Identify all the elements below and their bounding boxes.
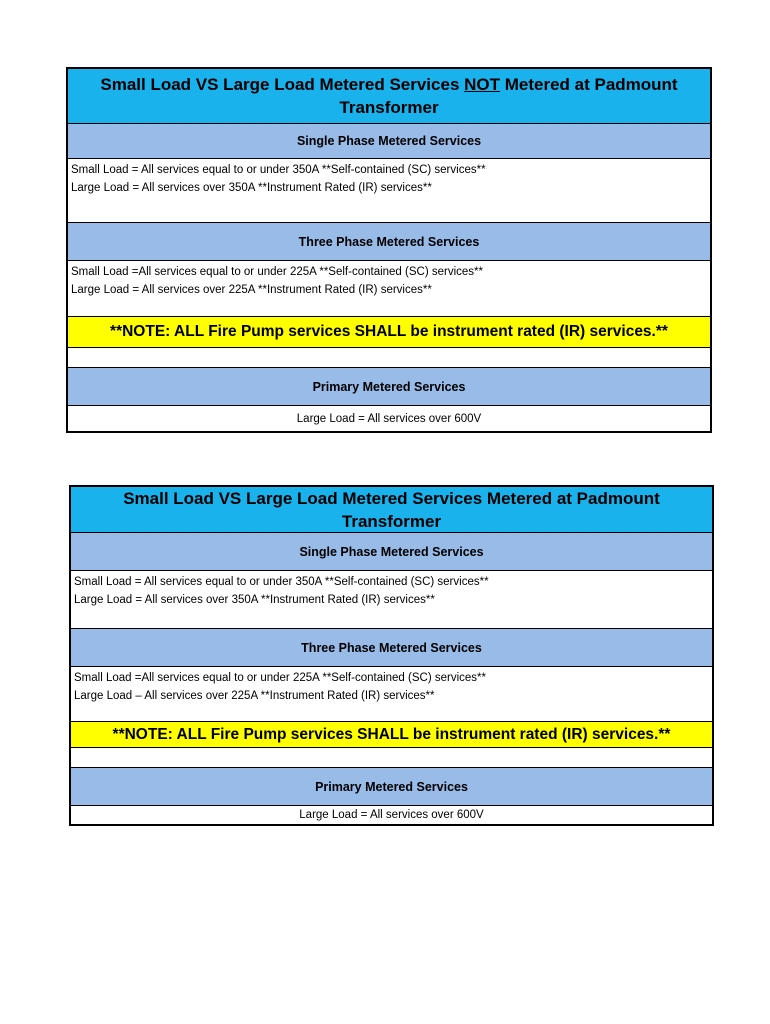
title-emphasis: NOT — [464, 75, 501, 94]
table-title — [68, 69, 710, 124]
single-phase-large-load: Large Load = All services over 350A **Instrument Rated (IR) services** — [74, 594, 435, 606]
single-phase-small-load: Small Load = All services equal to or under 350A **Self-contained (SC) services** — [74, 576, 489, 588]
three-phase-large-load: Large Load = All services over 225A **Instrument Rated (IR) services** — [71, 284, 432, 296]
metered-services-table-not-padmount — [66, 67, 712, 433]
three-phase-small-load: Small Load =All services equal to or under 225A **Self-contained (SC) services** — [71, 266, 483, 278]
fire-pump-note: **NOTE: ALL Fire Pump services SHALL be instrument rated (IR) services.** — [68, 317, 710, 348]
title-part-2: Metered at Padmount Transformer — [339, 75, 678, 117]
single-phase-large-load: Large Load = All services over 350A **Instrument Rated (IR) services** — [71, 182, 432, 194]
three-phase-small-load: Small Load =All services equal to or under 225A **Self-contained (SC) services** — [74, 672, 486, 684]
primary-header: Primary Metered Services — [71, 768, 712, 806]
three-phase-header: Three Phase Metered Services — [68, 223, 710, 261]
single-phase-details — [71, 571, 712, 629]
three-phase-header: Three Phase Metered Services — [71, 629, 712, 667]
three-phase-details — [71, 667, 712, 722]
metered-services-table-padmount — [69, 485, 714, 826]
fire-pump-note: **NOTE: ALL Fire Pump services SHALL be instrument rated (IR) services.** — [71, 722, 712, 748]
single-phase-header: Single Phase Metered Services — [71, 533, 712, 571]
single-phase-details — [68, 159, 710, 223]
three-phase-details — [68, 261, 710, 317]
spacer-row — [68, 348, 710, 368]
single-phase-small-load: Small Load = All services equal to or under 350A **Self-contained (SC) services** — [71, 164, 486, 176]
primary-details: Large Load = All services over 600V — [296, 412, 482, 425]
title-text: Small Load VS Large Load Metered Services Metered at Padmount Transformer — [123, 488, 660, 531]
primary-header: Primary Metered Services — [68, 368, 710, 406]
spacer-row — [71, 748, 712, 768]
table-title — [71, 487, 712, 533]
title-part-1: Small Load VS Large Load Metered Services — [100, 75, 465, 94]
three-phase-large-load: Large Load – All services over 225A **Instrument Rated (IR) services** — [74, 690, 435, 702]
primary-details: Large Load = All services over 600V — [299, 809, 484, 821]
single-phase-header: Single Phase Metered Services — [68, 124, 710, 159]
